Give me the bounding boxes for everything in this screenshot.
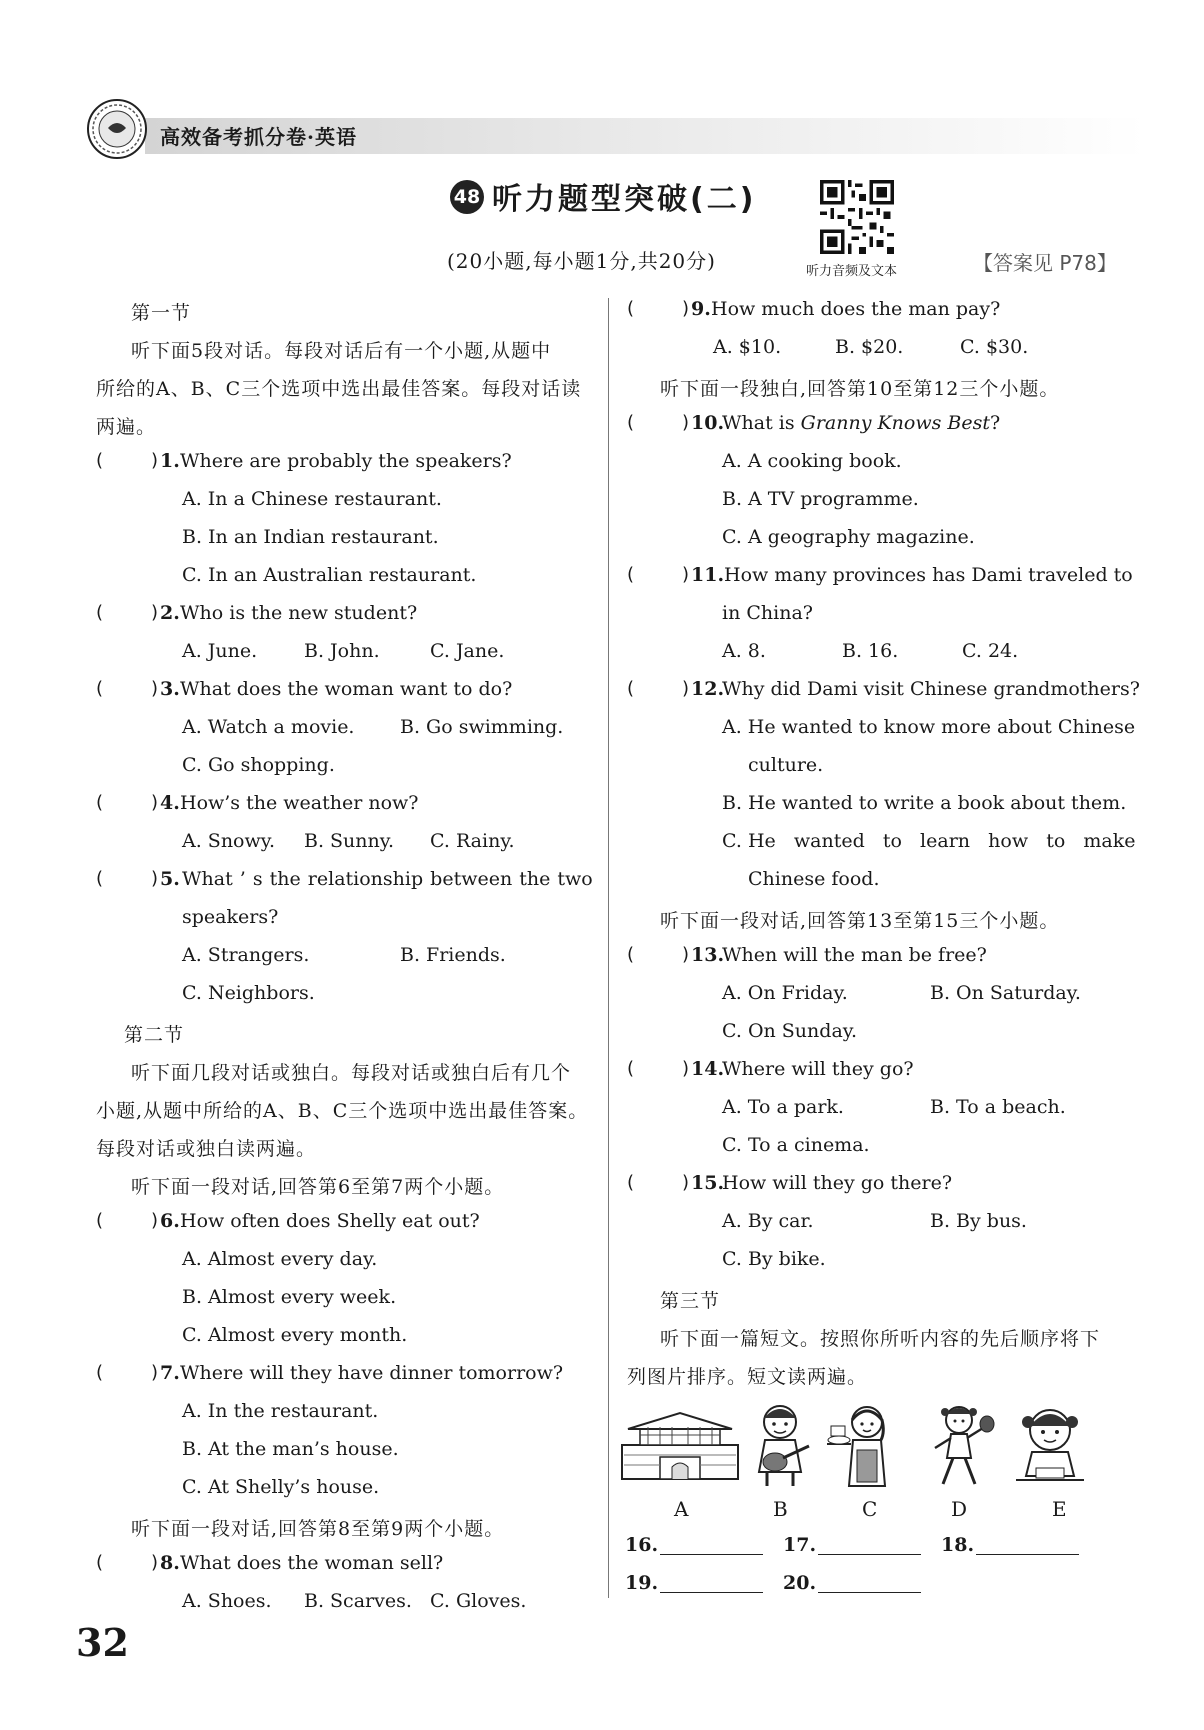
answer-bracket-close: ) [151,450,159,471]
answer-bracket-open[interactable]: ( [96,1362,104,1383]
answer-bracket-close: ) [151,868,159,889]
answer-blank[interactable] [660,1590,763,1593]
option-c: C. He wanted to learn how to make [722,830,1136,852]
option-a: A. Snowy. [182,830,276,852]
answer-bracket-open[interactable]: ( [627,1058,635,1079]
question-number: 4. [160,792,180,814]
question-text: in China? [722,602,813,624]
option-b: B. He wanted to write a book about them. [722,792,1127,814]
option-b: B. John. [304,640,380,662]
question-number: 9. [691,298,711,320]
section-1-instruction: 听下面5段对话。每段对话后有一个小题,从题中 [131,340,552,362]
option-c: C. Rainy. [430,830,515,852]
question-number: 8. [160,1552,180,1574]
qr-caption: 听力音频及文本 [806,264,898,279]
question-text: How much does the man pay? [711,298,1001,320]
option-a: A. 8. [722,640,766,662]
question-text: Who is the new student? [180,602,418,624]
picture-d-girl-ping-pong [925,1400,995,1490]
option-b: B. Almost every week. [182,1286,397,1308]
question-number: 10. [691,412,725,434]
dialogue-instruction: 听下面一段对话,回答第8至第9两个小题。 [131,1518,505,1540]
option-c: C. In an Australian restaurant. [182,564,477,586]
option-a: A. June. [182,640,258,662]
question-text: What does the woman sell? [180,1552,444,1574]
option-b: B. At the man’s house. [182,1438,399,1460]
answer-bracket-close: ) [151,792,159,813]
picture-label: B [773,1497,788,1521]
blank-number: 18. [941,1534,975,1556]
book-title: 高效备考抓分卷·英语 [160,125,357,149]
section-2-instruction: 每段对话或独白读两遍。 [96,1138,317,1160]
section-3-instruction: 听下面一篇短文。按照你所听内容的先后顺序将下 [660,1328,1101,1350]
option-a: A. On Friday. [722,982,848,1004]
question-text: When will the man be free? [722,944,987,966]
answer-bracket-open[interactable]: ( [627,412,635,433]
picture-e-girl-writing [1010,1400,1090,1490]
option-a: A. Watch a movie. [182,716,355,738]
option-a: A. Strangers. [182,944,310,966]
blank-number: 17. [783,1534,817,1556]
option-b: B. In an Indian restaurant. [182,526,439,548]
question-text: How’s the weather now? [180,792,419,814]
answer-bracket-open[interactable]: ( [96,450,104,471]
option-c: C. At Shelly’s house. [182,1476,380,1498]
question-text: Where will they have dinner tomorrow? [180,1362,564,1384]
blank-number: 16. [625,1534,659,1556]
option-c: C. On Sunday. [722,1020,858,1042]
blank-number: 19. [625,1572,659,1594]
answer-bracket-close: ) [151,1552,159,1573]
question-number: 1. [160,450,180,472]
question-text-part: ? [990,412,1001,434]
option-c: C. 24. [962,640,1019,662]
page-number: 32 [76,1620,129,1665]
question-text: Why did Dami visit Chinese grandmothers? [722,678,1140,700]
answer-bracket-open[interactable]: ( [96,792,104,813]
answer-blank[interactable] [660,1552,763,1555]
page-title: 听力题型突破(二) [492,182,757,217]
answer-blank[interactable] [976,1552,1079,1555]
answer-bracket-open[interactable]: ( [96,678,104,699]
question-text: What ’ s the relationship between the two [182,868,593,890]
answer-bracket-close: ) [682,1172,690,1193]
question-text: How often does Shelly eat out? [180,1210,480,1232]
option-a-continued: culture. [748,754,824,776]
option-b: B. By bus. [930,1210,1027,1232]
question-number: 13. [691,944,725,966]
blank-number: 20. [783,1572,817,1594]
option-b: B. On Saturday. [930,982,1081,1004]
dialogue-instruction: 听下面一段对话,回答第6至第7两个小题。 [131,1176,505,1198]
question-text: How many provinces has Dami traveled to [724,564,1133,586]
section-1-instruction: 所给的A、B、C三个选项中选出最佳答案。每段对话读 [96,378,582,400]
picture-label: C [862,1497,878,1521]
answer-bracket-close: ) [151,1362,159,1383]
programme-title: Granny Knows Best [800,412,990,434]
question-text: How will they go there? [722,1172,953,1194]
section-1-instruction: 两遍。 [96,416,157,438]
picture-label: E [1052,1497,1067,1521]
section-3-title: 第三节 [660,1290,721,1312]
option-b: B. Go swimming. [400,716,564,738]
answer-bracket-open[interactable]: ( [627,944,635,965]
answer-bracket-close: ) [682,298,690,319]
answer-bracket-close: ) [151,1210,159,1231]
option-c: C. By bike. [722,1248,826,1270]
question-text: speakers? [182,906,279,928]
question-number: 5. [160,868,180,890]
option-b: B. 16. [842,640,899,662]
question-number: 14. [691,1058,725,1080]
picture-label: A [674,1497,689,1521]
publisher-logo [86,98,148,160]
answer-bracket-open[interactable]: ( [627,564,635,585]
option-c: C. Gloves. [430,1590,527,1612]
answer-bracket-open[interactable]: ( [96,868,104,889]
section-2-title: 第二节 [124,1024,185,1046]
option-a: A. $10. [713,336,782,358]
answer-blank[interactable] [818,1590,921,1593]
option-b: B. $20. [835,336,904,358]
option-b: B. Scarves. [304,1590,412,1612]
question-number: 6. [160,1210,180,1232]
answer-bracket-open[interactable]: ( [627,298,635,319]
question-text [722,412,1000,434]
section-1-title: 第一节 [131,302,192,324]
question-number: 7. [160,1362,180,1384]
option-a: A. He wanted to know more about Chinese [722,716,1136,738]
option-b: B. Sunny. [304,830,395,852]
option-a: A. Almost every day. [182,1248,378,1270]
section-2-instruction: 小题,从题中所给的A、B、C三个选项中选出最佳答案。 [96,1100,589,1122]
answer-bracket-close: ) [682,564,690,585]
answer-bracket-close: ) [151,602,159,623]
question-text: Where will they go? [722,1058,914,1080]
option-c: C. $30. [960,336,1029,358]
answer-bracket-open[interactable]: ( [627,678,635,699]
answer-bracket-close: ) [682,678,690,699]
picture-a-gate [620,1405,740,1485]
question-number: 11. [691,564,725,586]
option-a: A. To a park. [722,1096,844,1118]
answer-bracket-close: ) [151,678,159,699]
option-c: C. Almost every month. [182,1324,408,1346]
answer-blank[interactable] [818,1552,921,1555]
option-a: A. Shoes. [182,1590,272,1612]
question-text: Where are probably the speakers? [180,450,512,472]
question-text: What does the woman want to do? [180,678,513,700]
answer-bracket-close: ) [682,944,690,965]
answer-bracket-close: ) [682,1058,690,1079]
monologue-instruction: 听下面一段独白,回答第10至第12三个小题。 [660,378,1060,400]
qr-code-icon[interactable] [820,180,894,254]
question-number: 15. [691,1172,725,1194]
option-c: C. Neighbors. [182,982,315,1004]
option-a: A. In a Chinese restaurant. [182,488,442,510]
answer-bracket-open[interactable]: ( [96,1210,104,1231]
question-number: 2. [160,602,180,624]
answer-bracket-open[interactable]: ( [627,1172,635,1193]
picture-b-boy-guitar [745,1400,815,1490]
answer-reference: 【答案见 P78】 [973,251,1117,275]
score-subtitle: (20小题,每小题1分,共20分) [447,249,716,273]
option-b: B. To a beach. [930,1096,1066,1118]
unit-number-badge: 48 [450,180,484,214]
section-3-instruction: 列图片排序。短文读两遍。 [627,1366,868,1388]
picture-c-chef-girl [825,1400,900,1490]
column-divider [608,298,609,1598]
option-a: A. A cooking book. [722,450,902,472]
option-c: C. Go shopping. [182,754,335,776]
question-number: 3. [160,678,180,700]
answer-bracket-open[interactable]: ( [96,602,104,623]
option-a: A. By car. [722,1210,814,1232]
option-c: C. To a cinema. [722,1134,870,1156]
option-b: B. A TV programme. [722,488,919,510]
answer-bracket-open[interactable]: ( [96,1552,104,1573]
picture-label: D [951,1497,968,1521]
section-2-instruction: 听下面几段对话或独白。每段对话或独白后有几个 [131,1062,572,1084]
option-c: C. Jane. [430,640,505,662]
option-c-continued: Chinese food. [748,868,880,890]
question-text-part: What is [722,412,801,434]
question-number: 12. [691,678,725,700]
option-c: C. A geography magazine. [722,526,975,548]
dialogue-instruction: 听下面一段对话,回答第13至第15三个小题。 [660,910,1060,932]
option-a: A. In the restaurant. [182,1400,379,1422]
answer-bracket-close: ) [682,412,690,433]
option-b: B. Friends. [400,944,506,966]
